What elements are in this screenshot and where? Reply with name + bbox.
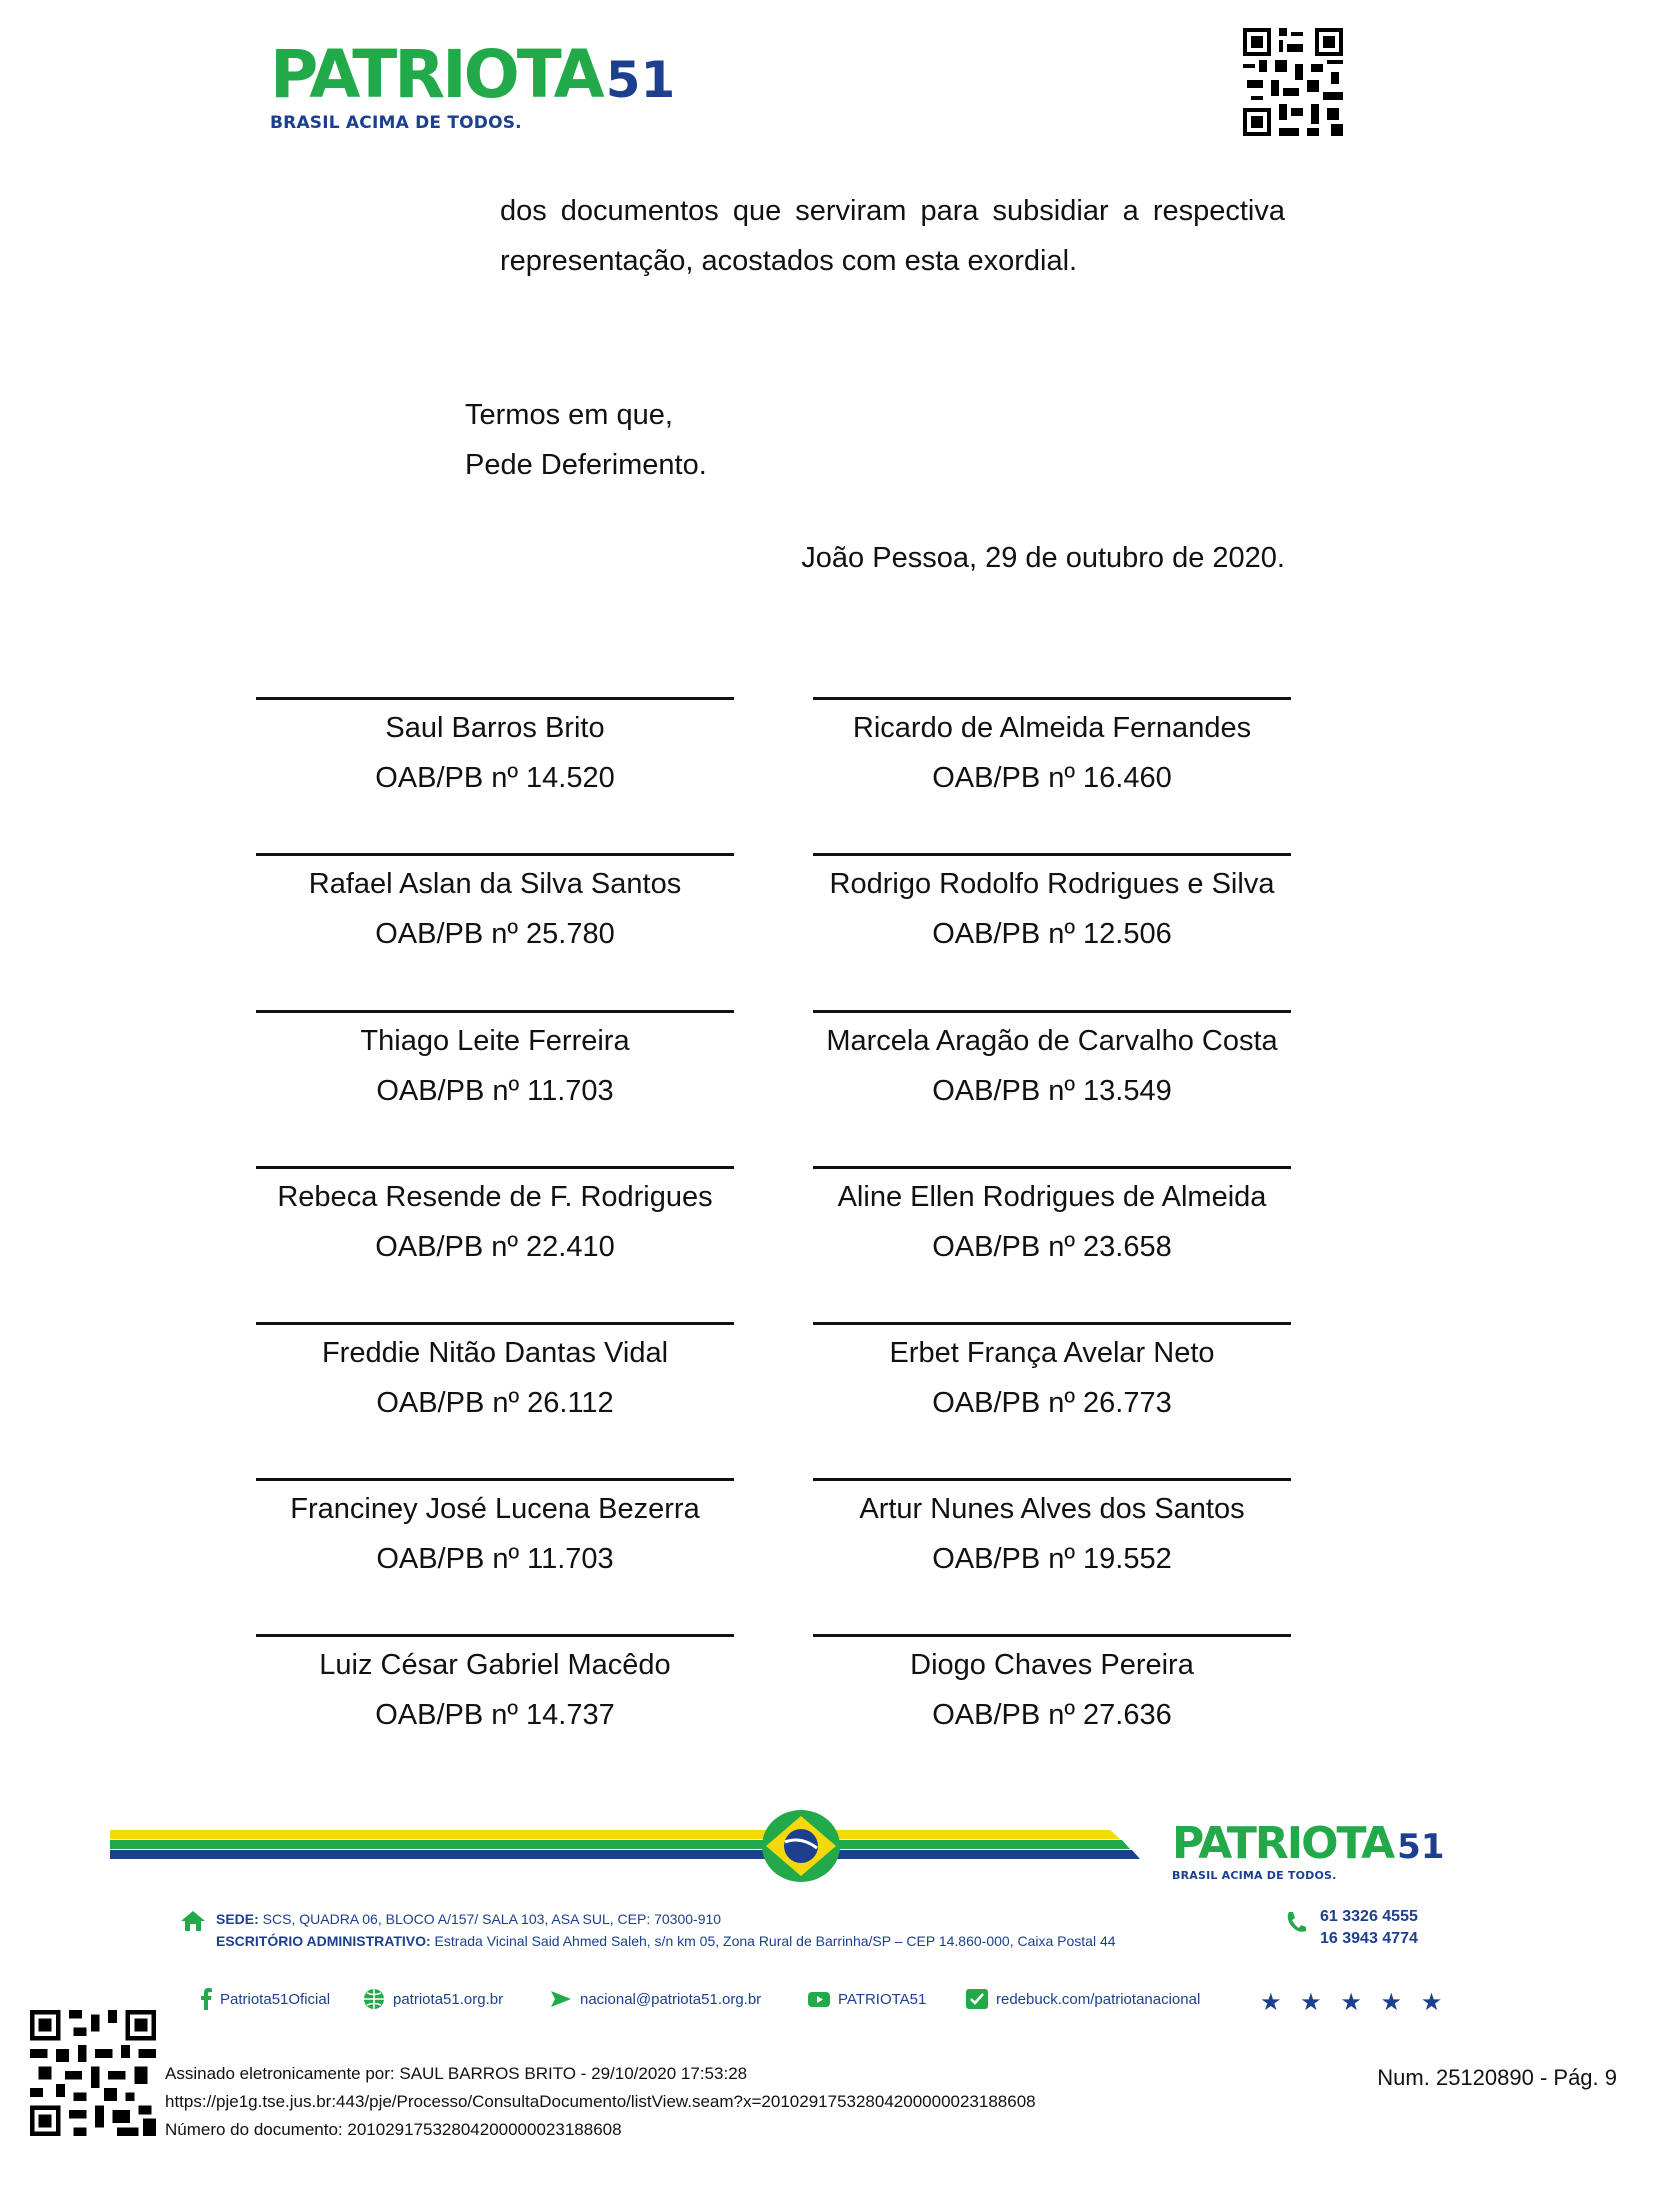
signer-name: Ricardo de Almeida Fernandes xyxy=(852,712,1252,744)
signer-name: Rafael Aslan da Silva Santos xyxy=(308,868,682,900)
phone-icon xyxy=(1285,1910,1307,1934)
body-paragraph xyxy=(500,186,1285,286)
phone-2: 16 3943 4774 xyxy=(1320,1930,1418,1947)
redebuck-icon xyxy=(966,1988,988,2010)
signer-name: Rebeca Resende de F. Rodrigues xyxy=(277,1181,713,1213)
youtube-icon xyxy=(808,1988,830,2010)
signature-line xyxy=(256,1634,734,1637)
signature-line xyxy=(256,1166,734,1169)
brazil-flag-globe-icon xyxy=(760,1808,842,1884)
facebook-icon xyxy=(200,1988,212,2010)
signature-block xyxy=(256,1010,734,1113)
sede-text: SCS, QUADRA 06, BLOCO A/157/ SALA 103, ASA SUL, CEP: 70300-910 xyxy=(258,1911,722,1927)
signer-oab: OAB/PB nº 23.658 xyxy=(932,1231,1172,1263)
signer-name: Artur Nunes Alves dos Santos xyxy=(859,1493,1245,1525)
document-number: Número do documento: 20102917532804200000023188608 xyxy=(165,2120,622,2139)
footer-phones xyxy=(1320,1906,1418,1950)
closing xyxy=(465,390,707,490)
email-text: nacional@patriota51.org.br xyxy=(580,1990,762,2008)
youtube-link[interactable] xyxy=(808,1988,926,2010)
signer-oab: OAB/PB nº 12.506 xyxy=(932,918,1172,950)
signature-line xyxy=(256,1010,734,1013)
signer-name: Franciney José Lucena Bezerra xyxy=(290,1493,700,1525)
signature-line xyxy=(256,697,734,700)
footer-stripes xyxy=(110,1826,1140,1866)
footer-logo xyxy=(1172,1820,1445,1882)
signer-oab: OAB/PB nº 22.410 xyxy=(375,1231,615,1263)
signer-oab: OAB/PB nº 11.703 xyxy=(376,1075,614,1107)
signature-block xyxy=(256,853,734,956)
closing-line-1: Termos em que, xyxy=(465,399,673,431)
signer-name: Erbet França Avelar Neto xyxy=(889,1337,1215,1369)
signature-block xyxy=(256,1166,734,1269)
signature-block xyxy=(256,1634,734,1737)
page-info: Num. 25120890 - Pág. 9 xyxy=(1377,2065,1617,2090)
sede-line xyxy=(216,1908,1116,1930)
logo-wordmark xyxy=(270,36,676,115)
signature-block xyxy=(813,1634,1291,1737)
signature-block xyxy=(256,1478,734,1581)
signature-block xyxy=(813,1010,1291,1113)
signature-block xyxy=(813,1322,1291,1425)
signature-line xyxy=(256,1478,734,1481)
redebuck-link[interactable] xyxy=(966,1988,1200,2010)
stars: ★ ★ ★ ★ ★ xyxy=(1260,1989,1449,2016)
footer-logo-number: 51 xyxy=(1397,1827,1445,1867)
signer-name: Aline Ellen Rodrigues de Almeida xyxy=(837,1181,1267,1213)
paragraph-line: representação, acostados com esta exordial. xyxy=(500,245,1078,277)
signed-by: Assinado eletronicamente por: SAUL BARROS BRITO - 29/10/2020 17:53:28 xyxy=(165,2064,748,2083)
signer-name: Freddie Nitão Dantas Vidal xyxy=(321,1337,669,1369)
signature-line xyxy=(813,1322,1291,1325)
escritorio-label: ESCRITÓRIO ADMINISTRATIVO: xyxy=(216,1933,431,1949)
signature-line xyxy=(813,697,1291,700)
logo-tagline: BRASIL ACIMA DE TODOS. xyxy=(270,113,522,133)
globe-icon xyxy=(363,1988,385,2010)
electronic-signature-info xyxy=(165,2060,1036,2144)
signer-oab: OAB/PB nº 16.460 xyxy=(932,762,1172,794)
signature-line xyxy=(813,1478,1291,1481)
facebook-text: Patriota51Oficial xyxy=(220,1990,331,2008)
signature-line xyxy=(813,1166,1291,1169)
escritorio-text: Estrada Vicinal Said Ahmed Saleh, s/n km 05, Zona Rural de Barrinha/SP – CEP 14.860-000, Caixa Postal 44 xyxy=(430,1933,1116,1949)
site-link[interactable] xyxy=(363,1988,503,2010)
party-logo xyxy=(270,36,676,135)
site-text: patriota51.org.br xyxy=(393,1990,504,2008)
facebook-link[interactable] xyxy=(200,1988,330,2010)
signer-name: Diogo Chaves Pereira xyxy=(910,1649,1194,1681)
signer-oab: OAB/PB nº 27.636 xyxy=(932,1699,1172,1731)
signer-oab: OAB/PB nº 11.703 xyxy=(376,1543,614,1575)
escritorio-line xyxy=(216,1930,1116,1952)
signer-oab: OAB/PB nº 14.520 xyxy=(375,762,615,794)
signature-line xyxy=(256,853,734,856)
email-link[interactable] xyxy=(550,1988,761,2010)
phone-1: 61 3326 4555 xyxy=(1320,1908,1418,1925)
youtube-text: PATRIOTA51 xyxy=(838,1990,927,2008)
qr-code-bottom xyxy=(30,2010,156,2136)
sede-label: SEDE: xyxy=(216,1911,259,1927)
home-icon xyxy=(180,1910,206,1932)
send-icon xyxy=(550,1988,572,2010)
footer-logo-wordmark xyxy=(1172,1820,1445,1871)
qr-code-top xyxy=(1243,28,1343,136)
signer-name: Thiago Leite Ferreira xyxy=(360,1025,630,1057)
signature-block xyxy=(813,1478,1291,1581)
paragraph-line: dos documentos que serviram para subsidiar a respectiva xyxy=(500,195,1285,227)
footer-logo-word: PATRIOTA xyxy=(1172,1818,1394,1869)
logo-word: PATRIOTA xyxy=(270,36,602,113)
document-date: João Pessoa, 29 de outubro de 2020. xyxy=(801,542,1285,574)
signature-block xyxy=(813,697,1291,800)
signer-name: Marcela Aragão de Carvalho Costa xyxy=(826,1025,1278,1057)
signature-block xyxy=(256,1322,734,1425)
signer-oab: OAB/PB nº 13.549 xyxy=(932,1075,1172,1107)
social-row xyxy=(200,1988,1449,2016)
footer-logo-tagline: BRASIL ACIMA DE TODOS. xyxy=(1172,1869,1337,1882)
signature-line xyxy=(813,1010,1291,1013)
signature-line xyxy=(813,1634,1291,1637)
redebuck-text: redebuck.com/patriotanacional xyxy=(996,1990,1201,2008)
footer-address xyxy=(216,1908,1116,1952)
signer-oab: OAB/PB nº 26.112 xyxy=(376,1387,614,1419)
signature-block xyxy=(813,853,1291,956)
signer-oab: OAB/PB nº 14.737 xyxy=(375,1699,615,1731)
signer-name: Saul Barros Brito xyxy=(385,712,605,744)
signer-oab: OAB/PB nº 26.773 xyxy=(932,1387,1172,1419)
signature-line xyxy=(813,853,1291,856)
logo-number: 51 xyxy=(605,51,676,109)
document-url: https://pje1g.tse.jus.br:443/pje/Processo/ConsultaDocumento/listView.seam?x=20102917532804200000023188608 xyxy=(165,2092,1036,2111)
signature-block xyxy=(813,1166,1291,1269)
signer-name: Rodrigo Rodolfo Rodrigues e Silva xyxy=(829,868,1275,900)
signer-name: Luiz César Gabriel Macêdo xyxy=(319,1649,671,1681)
signature-line xyxy=(256,1322,734,1325)
signer-oab: OAB/PB nº 19.552 xyxy=(932,1543,1172,1575)
signature-block xyxy=(256,697,734,800)
signer-oab: OAB/PB nº 25.780 xyxy=(375,918,615,950)
closing-line-2: Pede Deferimento. xyxy=(465,449,707,481)
